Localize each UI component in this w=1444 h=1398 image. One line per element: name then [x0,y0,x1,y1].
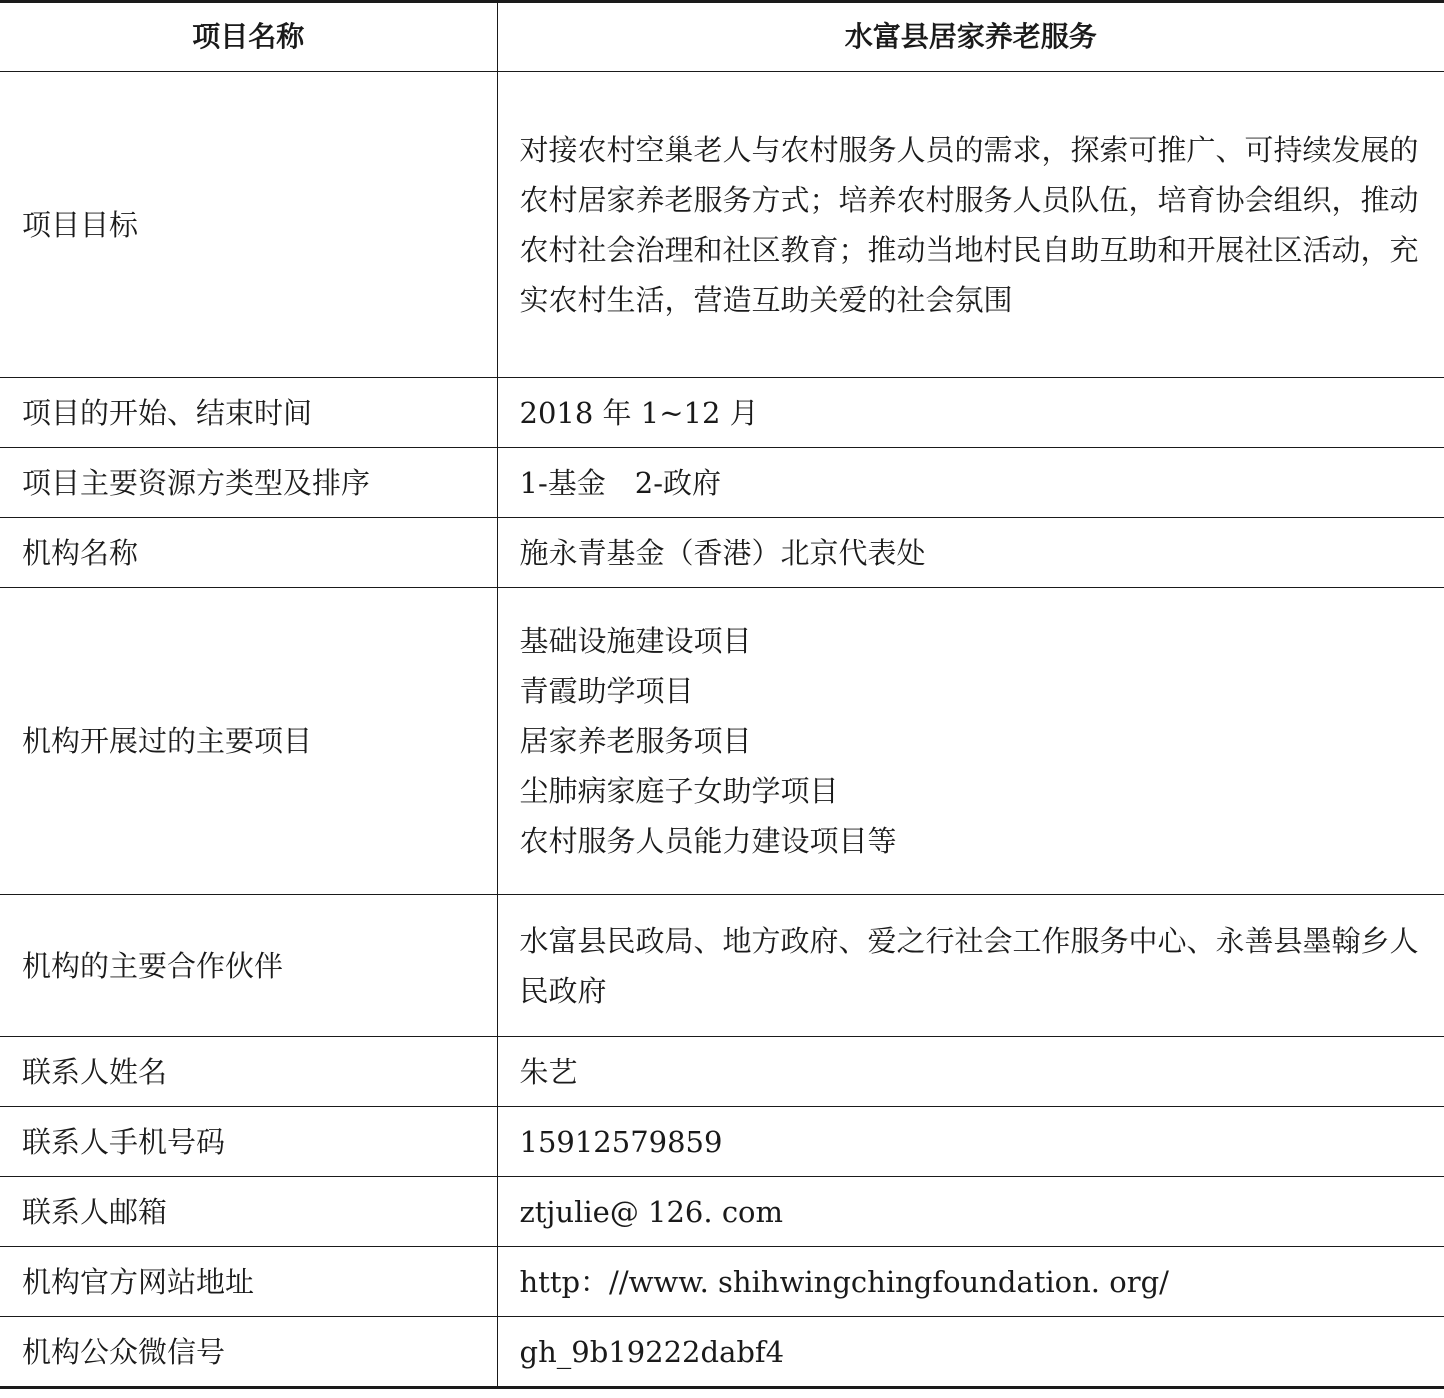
table-row-partners [0,895,1444,1037]
row-label: 机构公众微信号 [0,1317,497,1388]
row-value: 对接农村空巢老人与农村服务人员的需求，探索可推广、可持续发展的农村居家养老服务方式；培养农村服务人员队伍，培育协会组织，推动农村社会治理和社区教育；推动当地村民自助互助和开展社区活动，充实农村生活，营造互助关爱的社会氛围 [497,72,1444,378]
table-row-resource-types [0,448,1444,518]
list-item: 居家养老服务项目 [519,724,752,758]
table-row-contact-email [0,1177,1444,1247]
table-row-website [0,1247,1444,1317]
row-value: 施永青基金（香港）北京代表处 [497,518,1444,588]
list-item: 农村服务人员能力建设项目等 [519,824,897,858]
row-value: ztjulie@ 126. com [497,1177,1444,1247]
table-row-contact-name [0,1037,1444,1107]
row-value: 2018 年 1~12 月 [497,378,1444,448]
row-label: 联系人姓名 [0,1037,497,1107]
header-row [0,2,1444,72]
row-label: 机构官方网站地址 [0,1247,497,1317]
list-item: 尘肺病家庭子女助学项目 [519,774,839,808]
row-value: http：//www. shihwingchingfoundation. org/ [497,1247,1444,1317]
row-value: 15912579859 [497,1107,1444,1177]
table-row-wechat [0,1317,1444,1388]
table-row-contact-phone [0,1107,1444,1177]
row-value-list [497,588,1444,895]
table-row-project-goal [0,72,1444,378]
row-value: 水富县民政局、地方政府、爱之行社会工作服务中心、永善县墨翰乡人民政府 [497,895,1444,1037]
list-item: 基础设施建设项目 [519,624,752,658]
row-label: 机构名称 [0,518,497,588]
row-value: gh_9b19222dabf4 [497,1317,1444,1388]
table-row-main-projects [0,588,1444,895]
row-label: 机构的主要合作伙伴 [0,895,497,1037]
list-item: 青霞助学项目 [519,674,694,708]
row-label: 联系人手机号码 [0,1107,497,1177]
row-label: 联系人邮箱 [0,1177,497,1247]
row-label: 机构开展过的主要项目 [0,588,497,895]
row-value: 朱艺 [497,1037,1444,1107]
header-value: 水富县居家养老服务 [497,2,1444,72]
row-label: 项目目标 [0,72,497,378]
table-row-project-period [0,378,1444,448]
row-value: 1-基金 2-政府 [497,448,1444,518]
row-label: 项目主要资源方类型及排序 [0,448,497,518]
header-label: 项目名称 [0,2,497,72]
row-label: 项目的开始、结束时间 [0,378,497,448]
table-row-organization-name [0,518,1444,588]
